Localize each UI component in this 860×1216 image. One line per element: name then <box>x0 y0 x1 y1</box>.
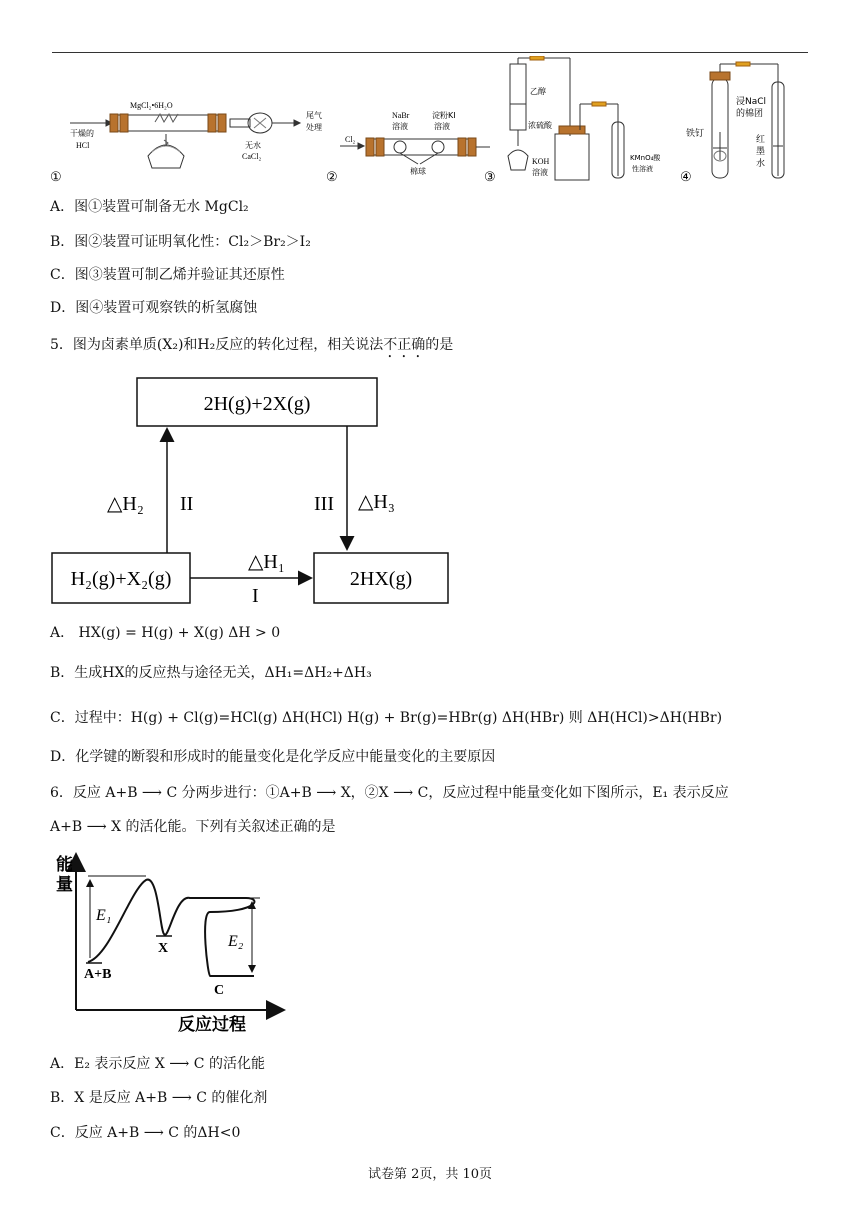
dh2-label: △H₂ <box>107 493 144 515</box>
dh3-label: △H₃ <box>358 491 395 513</box>
c-label: C <box>214 983 225 998</box>
q5-stem <box>50 336 453 361</box>
q5-option-d: D．化学键的断裂和形成时的能量变化是化学反应中能量变化的主要原因 <box>50 749 496 765</box>
fig1-anhydrous-line1: 无水 <box>245 141 261 150</box>
q5-option-c: C．过程中：H(g) + Cl(g)=HCl(g) ΔH(HCl) H(g) + Br(g)=HBr(g) ΔH(HBr) 则 ΔH(HCl)>ΔH(HBr) <box>50 710 723 726</box>
y-label-1: 能 <box>56 855 73 875</box>
figure-1-number: ① <box>50 169 62 184</box>
q6-energy-graph <box>50 850 290 1035</box>
fig4-nail-label: 铁钉 <box>686 129 705 139</box>
fig4-nacl-line1: 浸NaCl <box>736 97 767 107</box>
fig1-top-label: MgCl₂•6H₂O <box>130 101 173 110</box>
q6-stem-line1: 6．反应 A+B ⟶ C 分两步进行：①A+B ⟶ X，②X ⟶ C，反应过程中能量变化如下图所示，E₁ 表示反应 <box>50 785 729 801</box>
fig3-koh-line1: KOH <box>532 157 550 166</box>
figure-3-apparatus <box>508 56 624 180</box>
e1-label: E₁ <box>96 907 112 924</box>
fig3-ethanol-label: 乙醇 <box>530 87 546 96</box>
q6-option-c: C．反应 A+B ⟶ C 的ΔH<0 <box>50 1125 241 1141</box>
fig3-koh-line2: 溶液 <box>532 168 548 177</box>
y-label-2: 量 <box>56 875 73 895</box>
fig2-ki-line2: 溶液 <box>434 122 450 131</box>
route-iii-label: III <box>314 493 334 515</box>
fig2-cotton-label: 棉球 <box>410 167 426 176</box>
fig2-nabr-line1: NaBr <box>392 111 410 120</box>
apparatus-figures <box>40 56 820 186</box>
fig1-gas-line2: HCl <box>76 141 90 150</box>
fig1-gas-line1: 干燥的 <box>70 129 94 138</box>
fig3-acid-label: 浓硫酸 <box>528 121 552 130</box>
q5-cycle-diagram <box>40 370 480 620</box>
page-footer: 试卷第 2页，共 10页 <box>367 1167 493 1182</box>
q4-option-a: A．图①装置可制备无水 MgCl₂ <box>50 199 249 215</box>
fig4-nacl-line2: 的棉团 <box>736 109 764 119</box>
x-axis-label: 反应过程 <box>178 1015 246 1035</box>
q6-stem-line2: A+B ⟶ X 的活化能。下列有关叙述正确的是 <box>50 819 336 835</box>
figure-1-apparatus <box>70 113 300 168</box>
q5-stem-emphasis: 不正确 <box>383 337 426 353</box>
figure-2-number: ② <box>326 169 338 184</box>
top-box-label: 2H(g)+2X(g) <box>203 393 311 415</box>
e2-label: E₂ <box>228 933 244 950</box>
fig2-cl2-label: Cl₂ <box>345 135 356 144</box>
fig1-tail-line2: 处理 <box>306 123 322 132</box>
energy-curve <box>88 880 254 976</box>
fig2-nabr-line2: 溶液 <box>392 122 408 131</box>
x-label: X <box>158 941 169 956</box>
route-i-label: I <box>252 585 259 607</box>
q5-stem-pre: 5．图为卤素单质(X₂)和H₂反应的转化过程，相关说法 <box>50 337 384 353</box>
q6-option-b: B．X 是反应 A+B ⟶ C 的催化剂 <box>50 1090 268 1106</box>
q4-option-d: D．图④装置可观察铁的析氢腐蚀 <box>50 300 258 316</box>
left-box-label: H₂(g)+X₂(g) <box>70 568 172 590</box>
route-ii-label: II <box>180 493 194 515</box>
header-rule <box>52 52 808 53</box>
figure-4-apparatus <box>710 62 784 178</box>
fig3-kmno4-line1: KMnO₄酸 <box>630 154 661 162</box>
q6-option-a: A．E₂ 表示反应 X ⟶ C 的活化能 <box>50 1056 265 1072</box>
q5-stem-post: 的是 <box>425 337 454 353</box>
fig4-ink-3: 水 <box>756 159 766 169</box>
right-box-label: 2HX(g) <box>349 568 413 590</box>
ab-label: A+B <box>84 967 112 982</box>
figure-4-number: ④ <box>680 169 692 184</box>
fig4-ink-1: 红 <box>756 135 766 145</box>
fig4-ink-2: 墨 <box>756 147 766 157</box>
fig3-kmno4-line2: 性溶液 <box>632 165 653 173</box>
q5-option-b: B．生成HX的反应热与途径无关，ΔH₁=ΔH₂+ΔH₃ <box>50 665 372 681</box>
fig2-ki-line1: 淀粉KI <box>432 111 456 120</box>
q4-option-b: B．图②装置可证明氧化性：Cl₂＞Br₂＞I₂ <box>50 234 311 250</box>
figure-2-apparatus <box>340 138 490 164</box>
figure-3-number: ③ <box>484 169 496 184</box>
fig1-anhydrous-line2: CaCl₂ <box>242 152 262 161</box>
fig1-tail-line1: 尾气 <box>306 111 322 120</box>
q5-option-a: A． HX(g) = H(g) + X(g) ΔH > 0 <box>50 625 281 641</box>
q4-option-c: C．图③装置可制乙烯并验证其还原性 <box>50 267 285 283</box>
dh1-label: △H₁ <box>248 551 285 573</box>
